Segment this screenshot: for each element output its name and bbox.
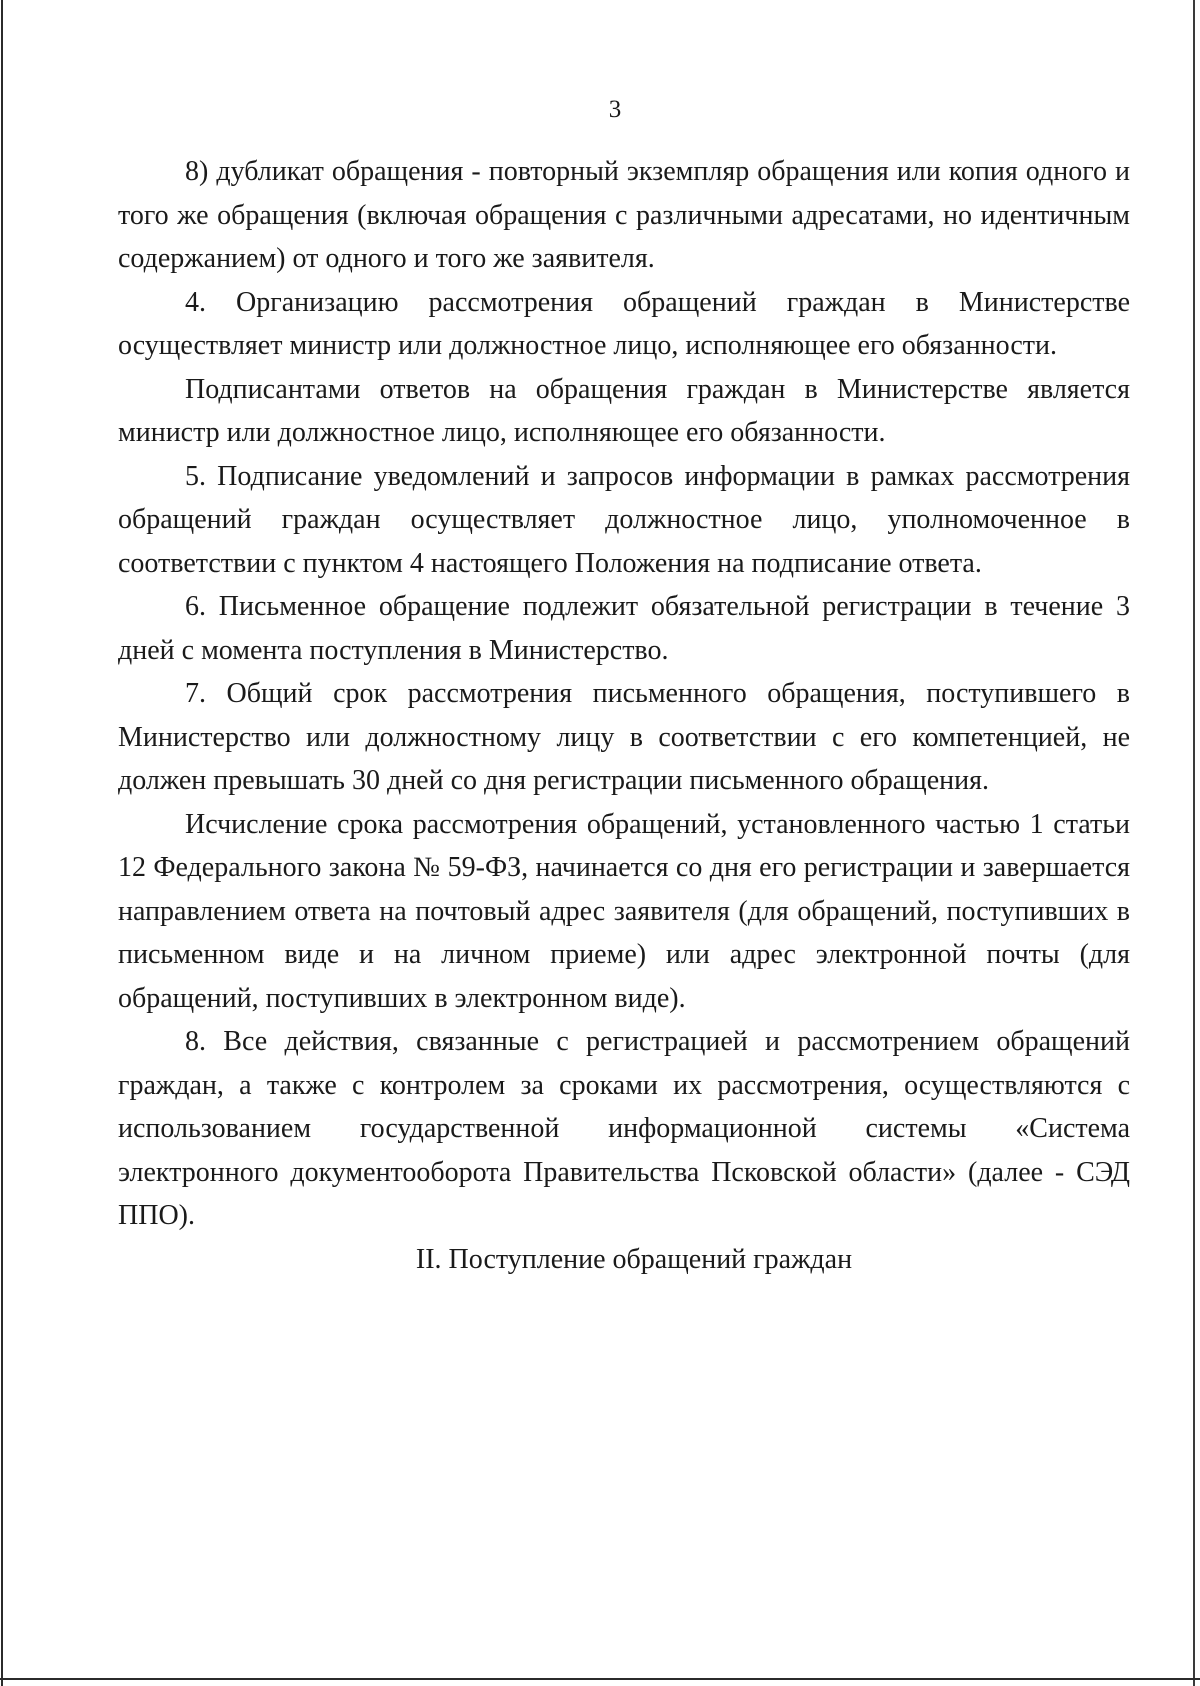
document-body: [118, 150, 1130, 1281]
page-left-border: [1, 0, 3, 1686]
page-right-border: [1193, 0, 1195, 1686]
paragraph-item-8: 8. Все действия, связанные с регистрацией и рассмотрением обращений граждан, а также с контролем за сроками их рассмотрения, осуществляются с использованием государственной информационной системы «Система электронного документооборота Правительства Псковской области» (далее - СЭД ППО).: [118, 1026, 1130, 1231]
paragraph-item-7: 7. Общий срок рассмотрения письменного обращения, поступившего в Министерство или должностному лицу в соответствии с его компетенцией, не должен превышать 30 дней со дня регистрации письменного обращения.: [118, 678, 1130, 796]
paragraph-duplicate-definition: 8) дубликат обращения - повторный экземпляр обращения или копия одного и того же обращения (включая обращения с различными адресатами, но идентичным содержанием) от одного и того же заявителя.: [118, 156, 1130, 274]
paragraph-item-5: 5. Подписание уведомлений и запросов информации в рамках рассмотрения обращений граждан осуществляет должностное лицо, уполномоченное в соответствии с пунктом 4 настоящего Положения на подписание ответа.: [118, 460, 1130, 579]
paragraph-signatories: Подписантами ответов на обращения граждан в Министерстве является министр или должностное лицо, исполняющее его обязанности.: [118, 373, 1130, 448]
paragraph-term-calculation: Исчисление срока рассмотрения обращений, установленного частью 1 статьи 12 Федерального закона № 59-ФЗ, начинается со дня его регистрации и завершается направлением ответа на почтовый адрес заявителя (для обращений, поступивших в письменном виде и на личном приеме) или адрес электронной почты (для обращений, поступивших в электронном виде).: [118, 808, 1130, 1014]
page-number: 3: [608, 96, 622, 123]
section-heading: II. Поступление обращений граждан: [415, 1243, 853, 1275]
page-bottom-border: [0, 1678, 1200, 1680]
paragraph-item-4: 4. Организацию рассмотрения обращений граждан в Министерстве осуществляет министр или должностное лицо, исполняющее его обязанности.: [118, 286, 1130, 361]
paragraph-item-6: 6. Письменное обращение подлежит обязательной регистрации в течение 3 дней с момента поступления в Министерство.: [118, 591, 1130, 666]
